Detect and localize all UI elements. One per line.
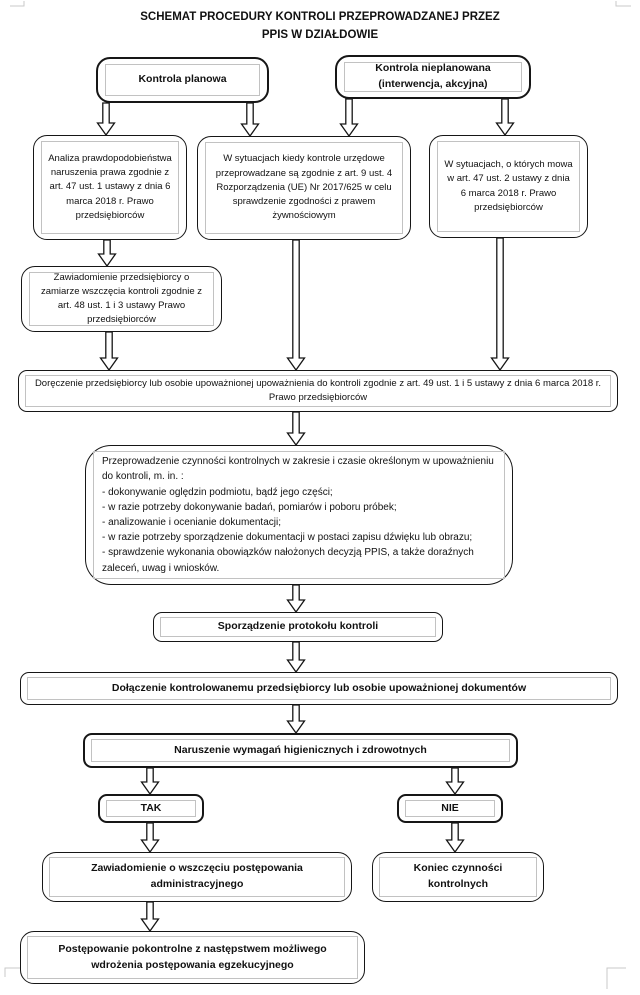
flow-arrow (497, 99, 514, 135)
flow-arrow (99, 240, 116, 266)
node-dolaczenie (20, 672, 618, 705)
page-title-line2: PPIS W DZIAŁDOWIE (261, 29, 379, 41)
node-text-intro: Przeprowadzenie czynności kontrolnych w zakresie i czasie określonym w upoważnieniu do kontroli, m. in. : (102, 456, 494, 483)
flow-arrow (447, 823, 464, 852)
flow-arrow (288, 240, 305, 370)
node-text: NIE (405, 800, 495, 817)
node-text: Naruszenie wymagań higienicznych i zdrowotnych (91, 739, 510, 762)
flow-arrow (288, 585, 305, 612)
flow-arrow (101, 332, 118, 370)
node-text: Zawiadomienie o wszczęciu postępowania administracyjnego (49, 857, 345, 897)
node-koniec (372, 852, 544, 902)
node-text: Koniec czynności kontrolnych (379, 857, 537, 897)
flow-arrow (288, 642, 305, 672)
node-text: Sporządzenie protokołu kontroli (160, 617, 436, 637)
page-title (0, 8, 640, 44)
corner-mark (607, 968, 626, 989)
corner-mark (616, 1, 631, 6)
node-list-item: - sprawdzenie wykonania obowiązków nałożonych decyzją PPIS, a także doraźnych zaleceń, uwag i wniosków. (102, 547, 474, 574)
node-przeprowadzenie (85, 445, 513, 585)
flow-arrow (142, 768, 159, 794)
node-zawiadomienie-zamiar (21, 266, 222, 332)
node-postepowanie (20, 931, 365, 984)
flow-arrow (142, 823, 159, 852)
node-text: TAK (106, 800, 196, 817)
flow-arrow (341, 99, 358, 136)
node-list-item: - w razie potrzeby sporządzenie dokumentacji w postaci zapisu dźwięku lub obrazu; (102, 532, 473, 544)
flow-arrow (142, 902, 159, 931)
node-tak (98, 794, 204, 823)
flow-arrow (98, 103, 115, 135)
node-sytuacje-art47 (429, 135, 588, 238)
node-list-item: - dokonywanie oględzin podmiotu, bądź jego części; (102, 486, 333, 498)
node-zawiadomienie-wszczecie (42, 852, 352, 902)
node-text: W sytuacjach kiedy kontrole urzędowe przeprowadzane są zgodnie z art. 9 ust. 4 Rozporządzenia (UE) Nr 2017/625 w celu sprawdzenie zgodności z prawem żywnościowym (205, 142, 403, 234)
node-doreczenie (18, 370, 618, 412)
node-text: Dołączenie kontrolowanemu przedsiębiorcy lub osobie upoważnionej dokumentów (27, 677, 611, 700)
flow-arrow (242, 103, 259, 136)
node-analiza (33, 135, 187, 240)
node-kontrola-nieplanowana (335, 55, 531, 99)
flow-arrow (447, 768, 464, 794)
flow-arrow (288, 705, 305, 733)
node-list-item: - analizowanie i ocenianie dokumentacji; (102, 517, 281, 528)
flow-arrow (492, 238, 509, 370)
node-nie (397, 794, 503, 823)
node-text: Postępowanie pokontrolne z następstwem możliwego wdrożenia postępowania egzekucyjnego (27, 936, 358, 979)
node-text: Zawiadomienie przedsiębiorcy o zamiarze wszczęcia kontroli zgodnie z art. 48 ust. 1 i 3 ustawy Prawo przedsiębiorców (29, 272, 214, 326)
node-kontrola-planowa (96, 57, 269, 103)
page-title-line1: SCHEMAT PROCEDURY KONTROLI PRZEPROWADZANEJ PRZEZ (140, 11, 500, 23)
node-sytuacje-kontrole (197, 136, 411, 240)
node-text: Doręczenie przedsiębiorcy lub osobie upoważnionej upoważnienia do kontroli zgodnie z art. 49 ust. 1 i 5 ustawy z dnia 6 marca 2018 r. Prawo przedsiębiorców (25, 375, 611, 407)
node-text: W sytuacjach, o których mowa w art. 47 ust. 2 ustawy z dnia 6 marca 2018 r. Prawo przedsiębiorców (437, 141, 580, 232)
node-text: Analiza prawdopodobieństwa naruszenia prawa zgodnie z art. 47 ust. 1 ustawy z dnia 6 marca 2018 r. Prawo przedsiębiorców (41, 141, 179, 234)
corner-mark (10, 1, 24, 6)
flow-arrow (288, 412, 305, 445)
node-text: Kontrola nieplanowana (interwencja, akcyjna) (344, 62, 522, 92)
node-naruszenie (83, 733, 518, 768)
node-text: Kontrola planowa (105, 64, 260, 96)
node-list-item: - w razie potrzeby dokonywanie badań, pomiarów i poboru próbek; (102, 501, 397, 513)
node-text-block (93, 451, 505, 579)
node-sporzadzenie (153, 612, 443, 642)
